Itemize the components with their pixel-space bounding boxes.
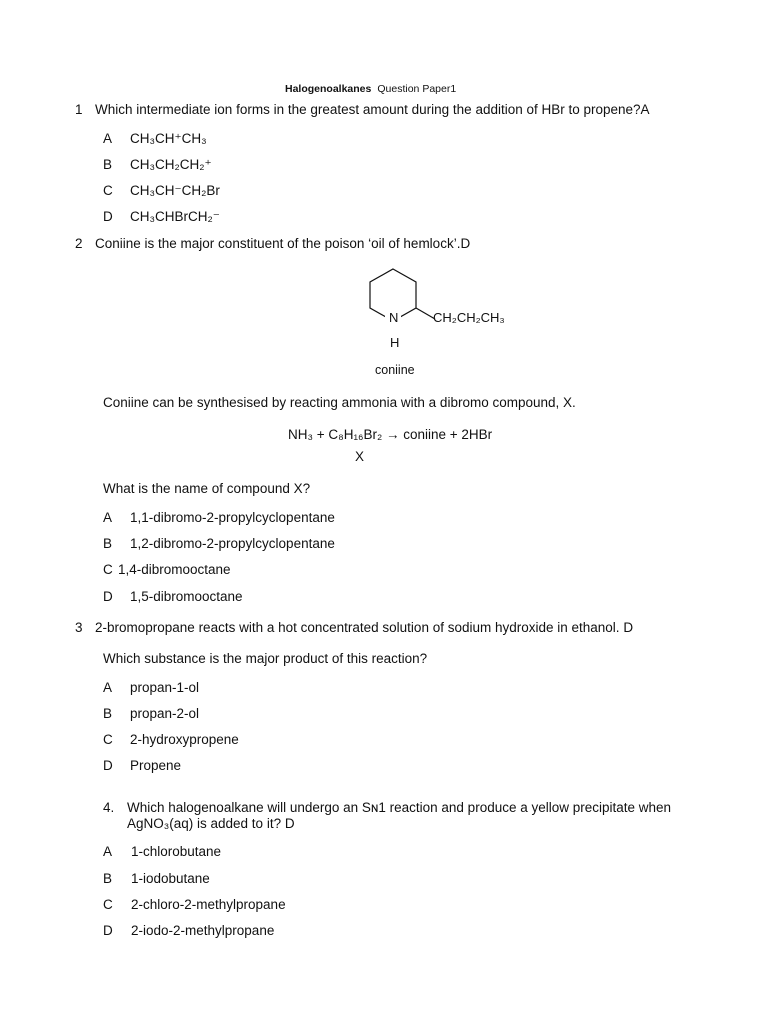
option-text: 1,4-dibromooctane [118, 562, 231, 577]
question-number: 2 [75, 236, 83, 251]
option-text: CH₃CHBrCH₂⁻ [130, 209, 220, 224]
option-text: 1,1-dibromo-2-propylcyclopentane [130, 510, 335, 525]
option-letter: A [103, 680, 113, 695]
option-letter: A [103, 510, 113, 525]
option-text: CH₃CH⁺CH₃ [130, 131, 207, 146]
option-letter: C [103, 732, 113, 747]
option-letter: C [103, 897, 113, 912]
option-letter: B [103, 157, 113, 172]
option-text: 1-chlorobutane [131, 844, 222, 859]
synthesis-text: Coniine can be synthesised by reacting ammonia with a dibromo compound, X. [103, 395, 576, 410]
question-text-line-1: Which halogenoalkane will undergo an Sɴ1 reaction and produce a yellow precipitate when [127, 800, 672, 815]
option-letter: D [103, 589, 113, 604]
option-text: propan-2-ol [130, 706, 200, 721]
option-letter: B [103, 536, 113, 551]
option-text: 2-hydroxypropene [130, 732, 239, 747]
question-text: Coniine is the major constituent of the poison ‘oil of hemlock’.D [95, 236, 471, 251]
page-header [285, 80, 456, 95]
option-text: CH₃CH₂CH₂⁺ [130, 157, 212, 172]
option-text: 1-iodobutane [131, 871, 210, 886]
option-letter: D [103, 923, 113, 938]
option-text: Propene [130, 758, 182, 773]
option-text: 2-chloro-2-methylpropane [131, 897, 286, 912]
option-letter: D [103, 209, 113, 224]
option-text: 2-iodo-2-methylpropane [131, 923, 275, 938]
question-number: 1 [75, 102, 83, 117]
coniine-structure [355, 262, 535, 382]
nitrogen-label: N [389, 310, 399, 325]
side-chain-label: CH₂CH₂CH₃ [433, 310, 505, 325]
reaction-equation: NH₃ + C₈H₁₆Br₂ → coniine + 2HBr [288, 427, 493, 442]
option-text: 1,5-dibromooctane [130, 589, 243, 604]
option-letter: A [103, 844, 113, 859]
sub-question-text: Which substance is the major product of this reaction? [103, 651, 428, 666]
sub-question-text: What is the name of compound X? [103, 481, 311, 496]
question-number: 4. [103, 800, 115, 815]
option-letter: D [103, 758, 113, 773]
compound-x-label: X [355, 449, 365, 464]
hydrogen-label: H [390, 335, 400, 350]
question-number: 3 [75, 620, 83, 635]
structure-name: coniine [375, 363, 415, 377]
question-text: 2-bromopropane reacts with a hot concentrated solution of sodium hydroxide in ethanol. D [95, 620, 634, 635]
option-text: CH₃CH⁻CH₂Br [130, 183, 220, 198]
page-title: Halogenoalkanes [285, 83, 372, 95]
page-subtitle: Question Paper1 [377, 83, 457, 95]
option-text: propan-1-ol [130, 680, 200, 695]
option-letter: B [103, 706, 113, 721]
question-text-line-2: AgNO₃(aq) is added to it? D [127, 816, 295, 831]
option-letter: B [103, 871, 113, 886]
option-letter: C [103, 183, 113, 198]
option-letter: A [103, 131, 113, 146]
question-text: Which intermediate ion forms in the greatest amount during the addition of HBr to propene?A [95, 102, 650, 117]
option-text: 1,2-dibromo-2-propylcyclopentane [130, 536, 335, 551]
option-letter: C [103, 562, 113, 577]
